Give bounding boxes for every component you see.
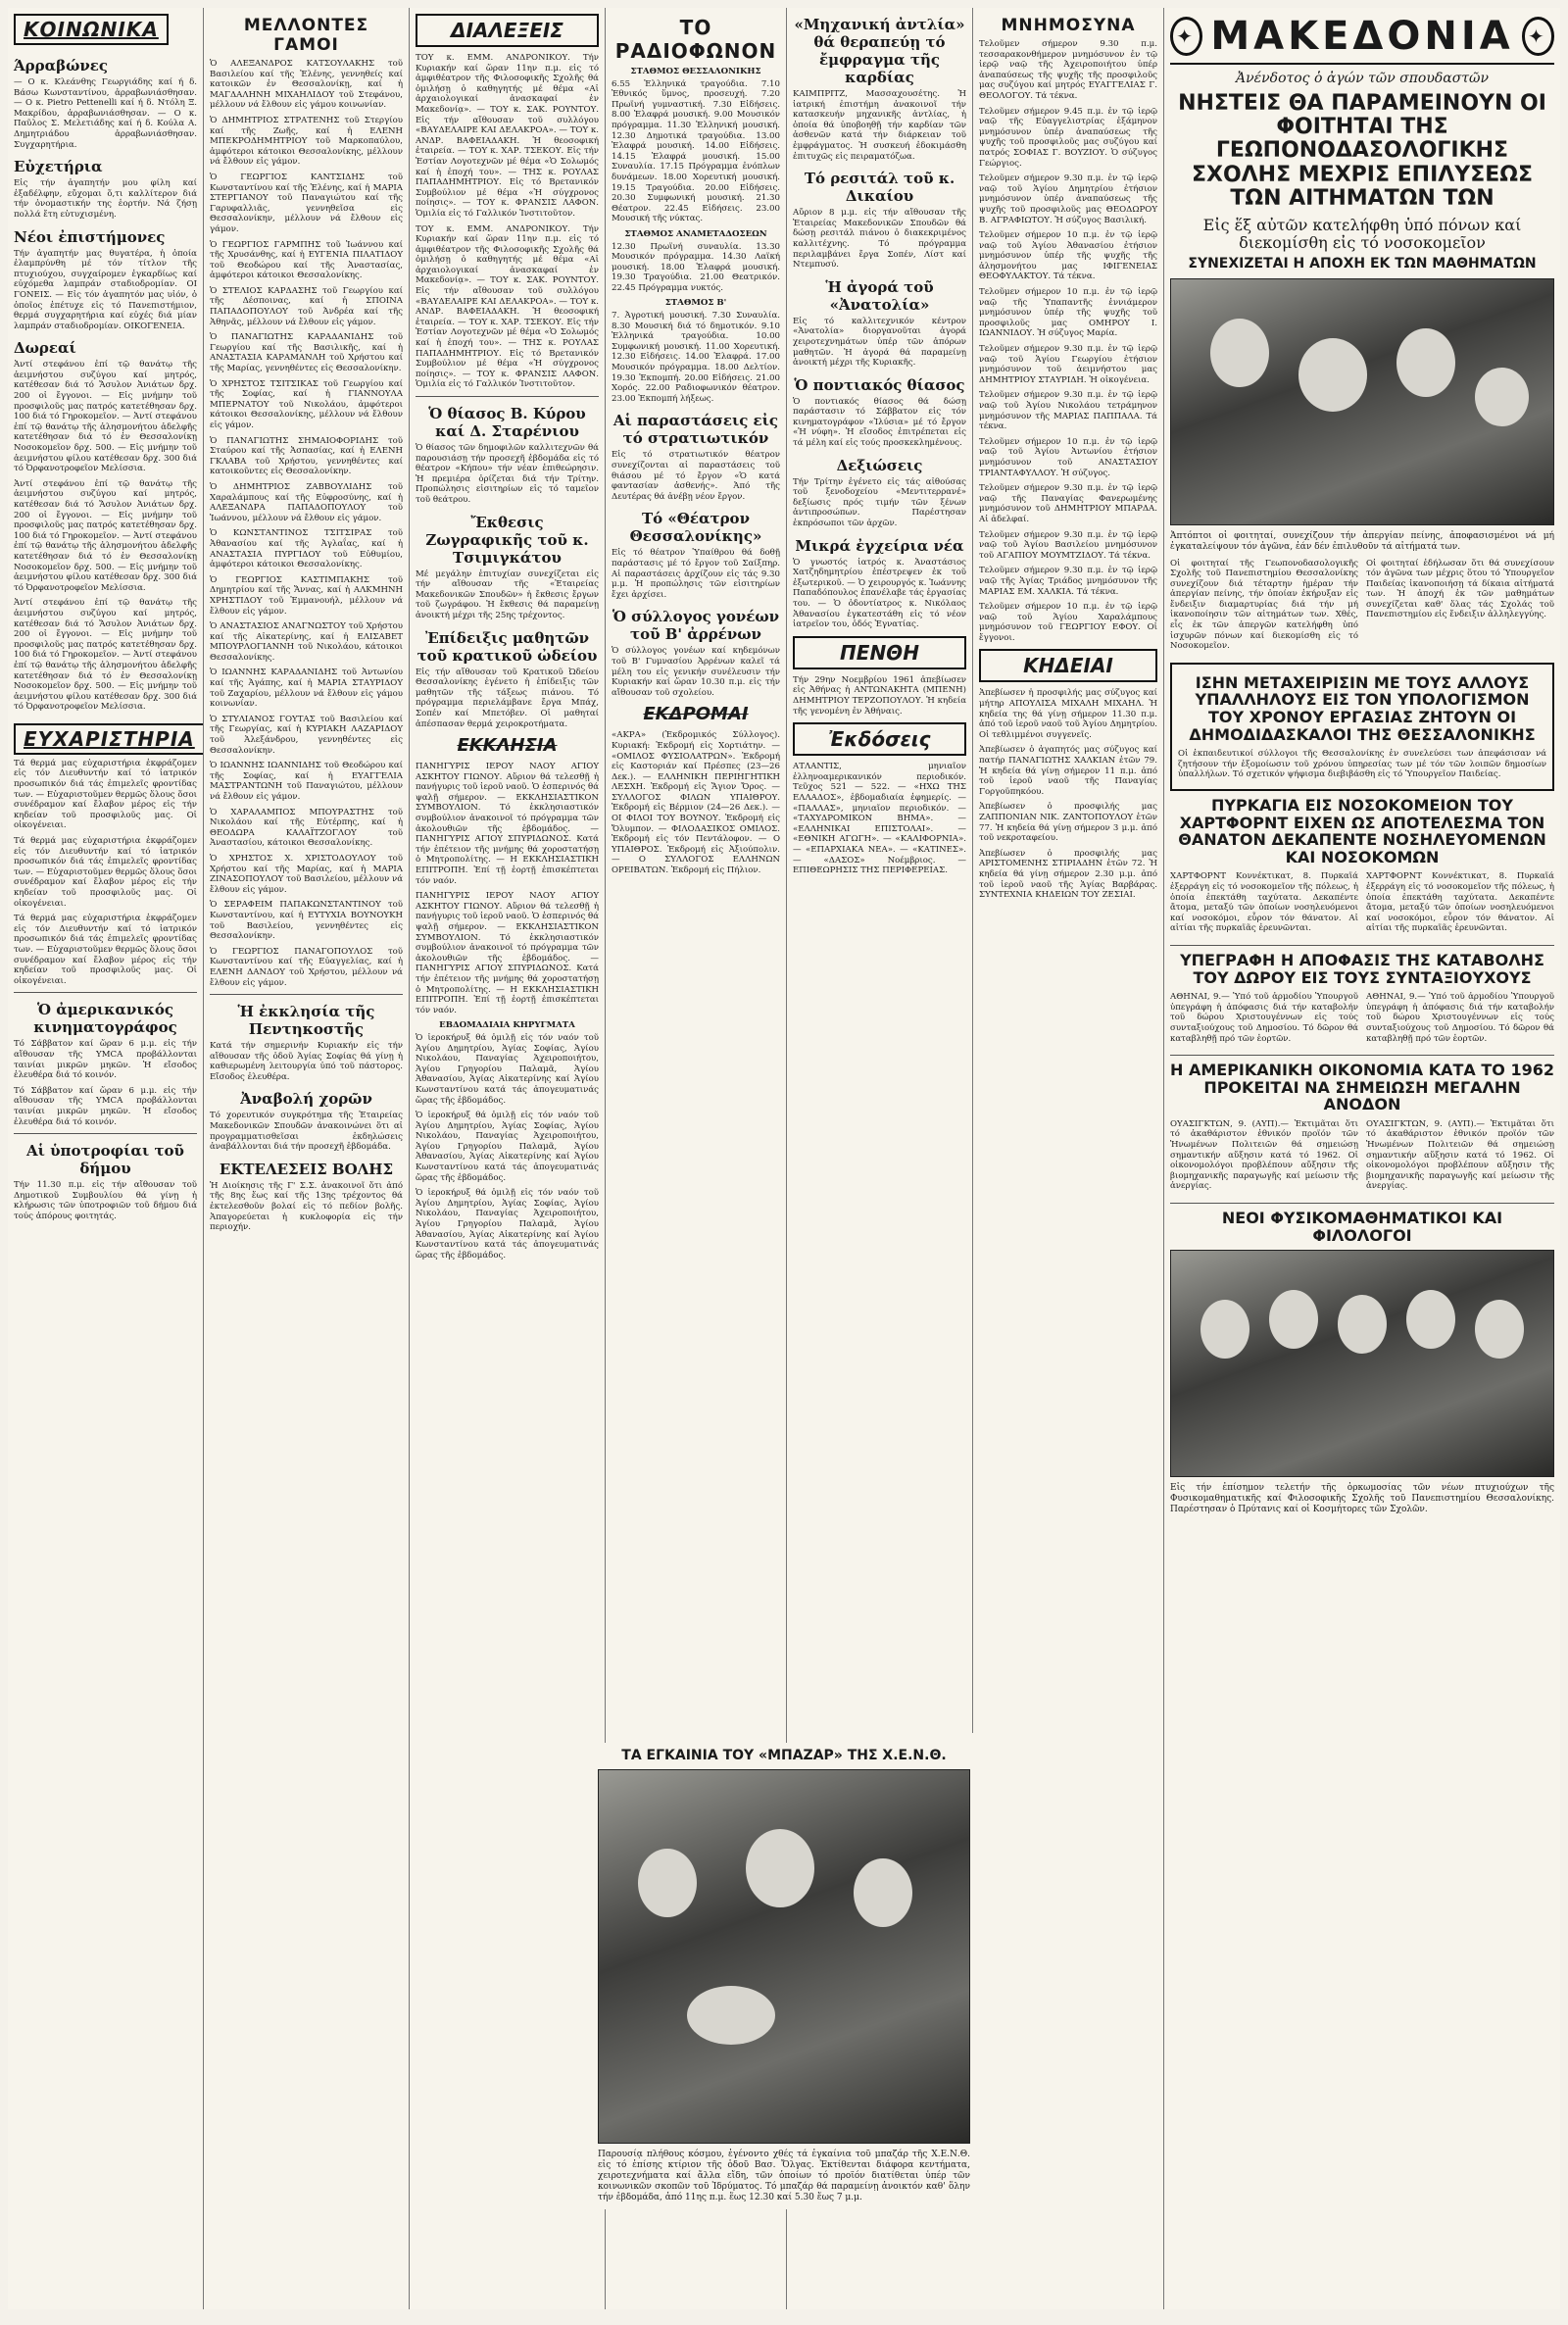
text-ekklisia: Κατά τήν σημερινήν Κυριακήν εἰς τήν αἴθουσαν τῆς ὁδοῦ Ἀγίας Σοφίας θά γίνῃ ἡ καθιερωμένη λειτουργία ὑπό τοῦ πάστορος. Εἴσοδος ἐλευθέρα. <box>210 1041 403 1082</box>
memorial-notice: Τελοῦμεν σήμερον 9.30 π.μ. ἐν τῷ ἱερῷ ναῷ τοῦ Ἁγίου Γεωργίου ἐτήσιον μνημόσυνον τοῦ ἀειμνήστου μας ΔΗΜΗΤΡΙΟΥ ΣΤΑΥΡΙΔΗ. Ἡ οἰκογένεια. <box>979 344 1157 385</box>
text-efxaristiria: Τά θερμά μας εὐχαριστήρια ἐκφράζομεν εἰς τόν Διευθυντήν καί τό ἰατρικόν προσωπικόν διά τάς ἐπιμελεῖς φροντίδας των. — Εὐχαριστοῦμεν θερμῶς ὅλους ὅσοι συνέδραμον καί ἔλαβον μέρος εἰς τήν κηδείαν τοῦ προσφιλοῦς μας. Οἱ οἰκογένειαι. <box>14 758 197 831</box>
gift-text-2: ΑΘΗΝΑΙ, 9.— Ὑπό τοῦ ἁρμοδίου Ὑπουργοῦ ὑπεγράφη ἡ ἀπόφασις διά τήν καταβολήν τοῦ δώρου Χριστουγέννων εἰς τούς συνταξιούχους τοῦ Δημοσίου. Τό δῶρον θά καταβληθῇ πρό τῶν ἑορτῶν. <box>1366 992 1554 1044</box>
heading-stathmos-2: ΣΤΑΘΜΟΣ ΑΝΑΜΕΤΑΔΟΣΕΩΝ <box>624 228 767 239</box>
memorial-notice: Τελοῦμεν σήμερον 10 π.μ. ἐν τῷ ἱερῷ ναῷ τοῦ Ἁγίου Ἀθανασίου ἐτήσιον μνημόσυνον ὑπέρ τῆς ψυχῆς τῆς ἀλησμονήτου μας ΙΦΙΓΕΝΕΙΑΣ ΘΕΟΦΥΛΑΚΤΟΥ. Τά τέκνα. <box>979 230 1157 282</box>
text-ektelesis: Ἡ Διοίκησις τῆς Γ' Σ.Σ. ἀνακοινοῖ ὅτι ἀπό τῆς 8ης ἕως καί τῆς 13ης τρέχοντος θά ἐκτελεσθοῦν βολαί εἰς τό πεδίον βολῆς. Ἀπαγορεύεται ἡ κυκλοφορία εἰς τήν περιοχήν. <box>210 1180 403 1233</box>
heading-dexioseis: Δεξιώσεις <box>836 456 923 474</box>
column-lectures <box>410 8 606 2309</box>
lead-kicker: Ἀνένδοτος ὁ ἀγών τῶν σπουδαστῶν <box>1236 71 1489 86</box>
lead-photo <box>1170 278 1554 525</box>
bazaar-caption: Παρουσίᾳ πλήθους κόσμου, ἐγένοντο χθές τά ἐγκαίνια τοῦ μπαζάρ τῆς Χ.Ε.Ν.Θ. εἰς τό ἐπίσης κτίριον τῆς ὁδοῦ Βασ. Ὄλγας. Ἐκτίθενται διάφορα κεντήματα, χειροτεχνήματα καί ἄλλα εἴδη, τῶν ὁποίων τό προϊόν διατίθεται ὑπέρ τῶν κοινωνικῶν σκοπῶν τοῦ Ἱδρύματος. Τό μπαζάρ θά παραμείνῃ ἀνοικτόν καθ' ὅλην τήν ἑβδομάδα, ἀπό 11ης π.μ. ἕως 12.30 καί 5.30 ἕως 7 μ.μ. <box>598 2150 970 2203</box>
section-title-penthi: ΠΕΝΘΗ <box>793 636 966 669</box>
lead-text-1: Οἱ φοιτηταί τῆς Γεωπονοδασολογικῆς Σχολῆς τοῦ Πανεπιστημίου Θεσσαλονίκης συνεχίζουν διά τέταρτην ἡμέραν τήν ἀπεργίαν πείνης, τήν ὁποίαν ἐκήρυξαν εἰς ἔνδειξιν διαμαρτυρίας διά τήν μή ἱκανοποίησιν τῶν αἰτημάτων των. Χθές, εἷς ἐκ τῶν ἀπεργῶν κατελήφθη ὑπό ἰσχυρῶν πόνων καί διεκομίσθη εἰς τό Νοσοκομεῖον. <box>1170 558 1358 652</box>
wedding-announcement: Ὁ ΑΝΑΣΤΑΣΙΟΣ ΑΝΑΓΝΩΣΤΟΥ τοῦ Χρήστου καί τῆς Αἰκατερίνης, καί ἡ ΕΛΙΣΑΒΕΤ ΜΠΟΥΡΛΟΓΙΑΝΝΗ τοῦ Νικολάου, κάτοικοι Θεσσαλονίκης. <box>210 621 403 663</box>
memorial-notice: Τελοῦμεν σήμερον 9.30 π.μ. ἐν τῷ ἱερῷ ναῷ τῆς Παναγίας Φανερωμένης μνημόσυνον τοῦ ΔΗΜΗΤΡΙΟΥ ΜΠΑΡΔΑ. Αἱ ἀδελφαί. <box>979 483 1157 524</box>
section-title-gamoi: ΜΕΛΛΟΝΤΕΣ ΓΑΜΟΙ <box>243 16 369 55</box>
text-thiasos: Ὁ θίασος τῶν δημοφιλῶν καλλιτεχνῶν θά παρουσιάσῃ τήν προσεχῆ ἑβδομάδα εἰς τό θέατρον «Κήπου» τήν νέαν ἐπιθεώρησιν. Ἡ πρεμιέρα ὁρίζεται διά τήν Τρίτην. Προπώλησις εἰσιτηρίων εἰς τό ταμεῖον τοῦ θεάτρου. <box>416 443 599 505</box>
lead-text-2: Οἱ φοιτηταί ἐδήλωσαν ὅτι θά συνεχίσουν τόν ἀγῶνα των μέχρις ὅτου τό Ὑπουργεῖον Παιδείας ἱκανοποιήσῃ τά δίκαια αἰτήματά των. Ἡ ἀποχή ἐκ τῶν μαθημάτων συνεχίζεται καθ' ὅλας τάς Σχολάς τοῦ Πανεπιστημίου εἰς ἔνδειξιν ἀλληλεγγύης. <box>1366 558 1554 620</box>
masthead-title-row <box>1170 14 1554 59</box>
bazaar-article <box>592 1743 976 2209</box>
text-dexioseis: Τήν Τρίτην ἐγένετο εἰς τάς αἰθούσας τοῦ ξενοδοχείου «Μεντιτερρανέ» δεξίωσις πρός τιμήν τῶν ξένων ἀντιπροσώπων. Παρέστησαν ἐκπρόσωποι τῶν ἀρχῶν. <box>793 476 966 529</box>
text-engxeira: Ὁ γνωστός ἰατρός κ. Ἀναστάσιος Χατζηδημητρίου ἐπέστρεψεν ἐκ τοῦ ἐξωτερικοῦ. — Ὁ χειρουργός κ. Ἰωάννης Παπαδόπουλος ἐπανέλαβε τάς ἐργασίας του. — Ὁ ὀδοντίατρος κ. Νικόλαος Ἀθανασίου ἐγκατεστάθη εἰς τό νέον ἰατρεῖον του, ὁδός Ἐγνατίας. <box>793 557 967 630</box>
column-social <box>8 8 204 2309</box>
memorial-notice: Τελοῦμεν σήμερον 10 π.μ. ἐν τῷ ἱερῷ ναῷ τοῦ Ἁγίου Ἀντωνίου ἐτήσιον μνημόσυνον τοῦ ΑΝΑΣΤΑΣΙΟΥ ΤΡΙΑΝΤΑΦΥΛΛΟΥ. Ἡ σύζυγος. <box>979 436 1157 478</box>
weddings-list <box>210 59 403 988</box>
section-title-ekklisia: ΕΚΚΛΗΣΙΑ <box>457 735 558 757</box>
photo-figure <box>1338 1295 1387 1354</box>
text-dorea-repeat: Ἀντί στεφάνου ἐπί τῷ θανάτῳ τῆς ἀειμνήστου συζύγου καί μητρός, κατέθεσαν διά τό Ἄσυλον Ἀνιάτων δρχ. 200 οἱ ἔγγονοι. — Εἰς μνήμην τοῦ προσφιλοῦς μας πατρός κατετέθησαν δρχ. 100 διά τό Γηροκομεῖον. — Ἀντί στεφάνου ἐπί τῷ θανάτῳ τῆς ἀλησμονήτου ἀδελφῆς κατετέθησαν διά τό ἐν Θεσσαλονίκῃ Νοσοκομεῖον δρχ. 500. — Εἰς μνήμην τοῦ ἀειμνήστου φίλου κατέθεσαν δρχ. 300 διά τό Ὀρφανοτροφεῖον Μελίσσια. <box>14 478 197 593</box>
wedding-announcement: Ὁ ΑΛΕΞΑΝΔΡΟΣ ΚΑΤΣΟΥΛΑΚΗΣ τοῦ Βασιλείου καί τῆς Ἐλένης, γεννηθείς καί κατοικῶν ἐν Θεσσαλονίκῃ, καί ἡ ΜΑΓΔΑΛΗΝΗ ΜΙΧΑΗΛΙΔΟΥ τοῦ Στεφάνου, μέλλουν νά ἔλθουν εἰς γάμου κοινωνίαν. <box>210 59 403 111</box>
fire-body <box>1170 871 1554 939</box>
photo-figure <box>1396 328 1455 397</box>
heading-ektelesis: ΕΚΤΕΛΕΣΕΙΣ ΒΟΛΗΣ <box>219 1160 394 1178</box>
newspaper-page <box>8 8 1560 2309</box>
divider <box>416 396 599 397</box>
text-arravones: — Ο κ. Κλεάνθης Γεωργιάδης καί ή δ. Βάσω Κωνσταντίνου, ἀρραβωνιάσθησαν. — Ο κ. Pietro Pettenelli καί ή δ. Ντόλη Ξ. Μακρίδου, ἀρραβωνιάσθησαν. — Ο κ. Παῦλος Σ. Μελετιάδης καί ή δ. Κούλα Α. Δημητριάδου ἀρραβωνιάσθησαν. Συγχαρητήρια. <box>14 77 197 150</box>
text-resital: Αὔριον 8 μ.μ. εἰς τήν αἴθουσαν τῆς Ἑταιρείας Μακεδονικῶν Σπουδῶν θά δώσῃ ρεσιτάλ πιάνου ὁ διακεκριμένος καλλιτέχνης. Τό πρόγραμμα περιλαμβάνει ἔργα Σοπέν, Λίστ καί Ντεμπυσύ. <box>793 208 966 271</box>
text-dialexeis-2: ΤΟΥ κ. ΕΜΜ. ΑΝΔΡΟΝΙΚΟΥ. Τήν Κυριακήν καί ὥραν 11ην π.μ. εἰς τό ἀμφιθέατρον τῆς Φιλοσοφικῆς Σχολῆς θά ὁμιλήσῃ ὁ καθηγητής μέ θέμα «Αἱ ἀρχαιολογικαί ἀνασκαφαί ἐν Μακεδονίᾳ». — ΤΟΥ κ. ΣΑΚ. ΡΟΥΝΤΟΥ. Εἰς τήν αἴθουσαν τοῦ συλλόγου «ΒΑΥΔΕΛΑΙΡΕ ΚΑΙ ΔΕΛΑΚΡΟΑ». — ΤΟΥ κ. ΑΝΔΡ. ΒΑΦΕΙΑΔΑΚΗ. Ἡ θεοσοφική ἐταιρεία. — ΤΟΥ κ. ΧΑΡ. ΤΣΕΚΟΥ. Εἰς τήν Ἑστίαν Λογοτεχνῶν μέ θέμα «Ὁ Σολωμός καί ἡ ἐποχή του». — ΤΗΣ κ. ΡΟΥΛΑΣ ΠΑΠΑΔΗΜΗΤΡΙΟΥ. Εἰς τό Βρετανικόν Συμβούλιον μέ θέμα «Ἡ σύγχρονος ποίησις». — ΤΟΥ κ. ΦΡΑΝΣΙΣ ΛΑΦΟΝ. Ὁμιλία εἰς τό Γαλλικόν Ἰνστιτοῦτον. <box>416 223 599 390</box>
text-kirygmata: Ὁ ἱεροκήρυξ θά ὁμιλῇ εἰς τόν ναόν τοῦ Ἁγίου Δημητρίου, Ἁγίας Σοφίας, Ἁγίου Νικολάου, Παναγίας Ἀχειροποιήτου, Ἁγίου Γρηγορίου Παλαμᾶ, Ἁγίου Ἀθανασίου, Ἁγίας Αἰκατερίνης καί Ἁγίου Κωνσταντίνου κατά τάς ἀπογευματινάς ὥρας τῆς ἑβδομάδος. <box>416 1032 599 1106</box>
emblem-icon: ✦ <box>1522 17 1554 56</box>
heading-anavoli: Ἀναβολή χορῶν <box>240 1090 372 1109</box>
text-parastaseis: Εἰς τό στρατιωτικόν θέατρον συνεχίζονται αἱ παραστάσεις τοῦ θιάσου μέ τό ἔργον «Ὁ κατά φαντασίαν ἀσθενής». Ἀπό τῆς Δευτέρας θά ἀνέβῃ νέον ἔργον. <box>612 450 780 502</box>
text-neoi: Τήν ἀγαπητήν μας θυγατέρα, ἡ ὁποία ἐλαμπρύνθη μέ τόν τίτλον τῆς πτυχιούχου, συγχαίρομεν ἐγκαρδίως καί εὐχόμεθα λαμπράν σταδιοδρομίαν. ΟΙ ΓΟΝΕΙΣ. — Εἰς τόν ἀγαπητόν μας υἱόν, ὁ ὁποῖος ἐπέτυχε εἰς τό Πανεπιστήμιον, θερμά συγχαρητήρια καί εὐχές διά μίαν λαμπράν σταδιοδρομίαν. ΟΙΚΟΓΕΝΕΙΑ. <box>14 248 197 331</box>
funerals-list <box>979 688 1157 900</box>
memorial-notice: Τελοῦμεν σήμερον 9.45 π.μ. ἐν τῷ ἱερῷ ναῷ τῆς Εὐαγγελιστρίας ἐξάμηνον μνημόσυνον ὑπέρ ἀναπαύσεως τῆς ψυχῆς τοῦ προσφιλοῦς μας συζύγου καί πατρός ΣΟΦΙΑΣ Γ. ΒΟΥΖΙΟΥ. Ὁ σύζυγος Γεώργιος. <box>979 106 1157 169</box>
photo-figure <box>1298 338 1367 412</box>
wedding-announcement: Ὁ ΓΕΩΡΓΙΟΣ ΚΑΣΤΙΜΠΑΚΗΣ τοῦ Δημητρίου καί τῆς Ἄννας, καί ἡ ΑΛΚΜΗΝΗ ΧΡΗΣΤΙΔΟΥ τοῦ Ἐμμανουήλ, μέλλουν νά ἔλθουν εἰς γάμον. <box>210 574 403 617</box>
photo-figure <box>638 1849 697 1917</box>
memorial-notice: Τελοῦμεν σήμερον 9.30 π.μ. ἐν τῷ ἱερῷ ναῷ τοῦ Ἁγίου Δημητρίου ἐτήσιον μνημόσυνον ὑπέρ ἀναπαύσεως τῆς ψυχῆς τοῦ προσφιλοῦς μας ΘΕΟΔΩΡΟΥ Β. ΑΓΡΑΦΙΩΤΟΥ. Ἡ σύζυγος Βασιλική. <box>979 173 1157 225</box>
photo-figure <box>746 1829 814 1907</box>
text-antlia: ΚΑΙΜΠΡΙΤΖ, Μασσαχουσέτης. Ἡ ἰατρική ἐπιστήμη ἀνακοινοῖ τήν κατασκευήν μηχανικῆς ἀντλίας, ἡ ὁποία θά ὑποβοηθῇ τήν καρδίαν τῶν ἀσθενῶν κατά τήν διάρκειαν τοῦ ἐμφράγματος. Ἡ συσκευή ἐδοκιμάσθη ἐπιτυχῶς εἰς πειραματόζωα. <box>793 89 966 162</box>
text-efxaristiria-2: Τά θερμά μας εὐχαριστήρια ἐκφράζομεν εἰς τόν Διευθυντήν καί τό ἰατρικόν προσωπικόν διά τάς ἐπιμελεῖς φροντίδας των. — Εὐχαριστοῦμεν θερμῶς ὅλους ὅσοι συνέδραμον καί ἔλαβον μέρος εἰς τήν κηδείαν τοῦ προσφιλοῦς μας. Οἱ οἰκογένειαι. <box>14 836 197 909</box>
lead-caption: Ἀπτόπτοι οἱ φοιτηταί, συνεχίζουν τήν ἀπεργίαν πείνης, ἀποφασισμένοι νά μή ἐγκαταλείψουν τόν ἀγῶνα, ἐάν δέν ἐπιλυθοῦν τά αἰτήματά των. <box>1170 530 1554 552</box>
lead-headline: ΝΗΣΤΕΙΣ ΘΑ ΠΑΡΑΜΕΙΝΟΥΝ ΟΙ ΦΟΙΤΗΤΑΙ ΤΗΣ ΓΕΩΠΟΝΟΔΑΣΟΛΟΓΙΚΗΣ ΣΧΟΛΗΣ ΜΕΧΡΙΣ ΕΠΙΛΥΣΕΩΣ ΤΩΝ ΑΙΤΗΜΑΤΩΝ ΤΩΝ <box>1178 91 1546 211</box>
memorial-notice: Τελοῦμεν σήμερον 10 π.μ. ἐν τῷ ἱερῷ ναῷ τοῦ Ἁγίου Χαραλάμπους μνημόσυνον τοῦ ΓΕΩΡΓΙΟΥ ΕΦΟΥ. Οἱ ἔγγονοι. <box>979 602 1157 643</box>
text-theatro: Εἰς τό θέατρον Ὑπαίθρου θά δοθῇ παράστασις μέ τό ἔργον τοῦ Σαίξπηρ. Αἱ παραστάσεις ἀρχίζουν εἰς τάς 9.30 μ.μ. Ἡ προπώλησις τῶν εἰσιτηρίων ἔχει ἀρχίσει. <box>612 548 780 600</box>
wedding-announcement: Ὁ ΙΩΑΝΝΗΣ ΙΩΑΝΝΙΔΗΣ τοῦ Θεοδώρου καί τῆς Σοφίας, καί ἡ ΕΥΑΓΓΕΛΙΑ ΜΑΣΤΡΑΝΤΩΝΗ τοῦ Παναγιώτου, μέλλουν νά ἔλθουν εἰς γάμον. <box>210 761 403 802</box>
lead-subheadline: Εἰς ἕξ αὐτῶν κατελήφθη ὑπό πόνων καί διεκομίσθη εἰς τό νοσοκομεῖον <box>1202 215 1522 252</box>
text-dorea-repeat-2: Ἀντί στεφάνου ἐπί τῷ θανάτῳ τῆς ἀειμνήστου συζύγου καί μητρός, κατέθεσαν διά τό Ἄσυλον Ἀνιάτων δρχ. 200 οἱ ἔγγονοι. — Εἰς μνήμην τοῦ προσφιλοῦς μας πατρός κατετέθησαν δρχ. 100 διά τό Γηροκομεῖον. — Ἀντί στεφάνου ἐπί τῷ θανάτῳ τῆς ἀλησμονήτου ἀδελφῆς κατετέθησαν διά τό ἐν Θεσσαλονίκῃ Νοσοκομεῖον δρχ. 500. — Εἰς μνήμην τοῦ ἀειμνήστου φίλου κατέθεσαν δρχ. 300 διά τό Ὀρφανοτροφεῖον Μελίσσια. <box>14 598 197 713</box>
text-anavoli: Τό χορευτικόν συγκρότημα τῆς Ἑταιρείας Μακεδονικῶν Σπουδῶν ἀνακοινώνει ὅτι αἱ προγραμματισθεῖσαι ἐκδηλώσεις ἀναβάλλονται διά τήν προσεχῆ ἑβδομάδα. <box>210 1111 403 1153</box>
text-stathmos-3: 7. Ἀγροτική μουσική. 7.30 Συναυλία. 8.30 Μουσική διά τό δημοτικόν. 9.10 Ἑλληνικά τραγούδια. 10.00 Συμφωνική μουσική. 11.00 Χορευτική. 12.30 Εἰδήσεις. 14.00 Ἐλαφρά. 17.00 Μουσικόν πρόγραμμα. 18.00 Δελτίον. 19.30 Ἐκπομπή. 20.00 Εἰδήσεις. 21.00 Χορός. 22.00 Ραδιοφωνικόν θέατρον. 23.00 Ἐκπομπή λήξεως. <box>612 311 780 404</box>
section-title-ekdromai: ΕΚΔΡΟΜΑΙ <box>643 704 749 725</box>
text-efxetiria: Εἰς τήν ἀγαπητήν μου φίλη καί ἐξαδέλφην, εὔχομαι ὅ,τι καλλίτερον διά τήν ὀνομαστικήν της ἑορτήν. Νά ζήσῃ πολλά ἔτη εὐτυχισμένη. <box>14 178 197 220</box>
divider <box>1170 1055 1554 1056</box>
text-epideixis: Εἰς τήν αἴθουσαν τοῦ Κρατικοῦ Ὠδείου Θεσσαλονίκης ἐγένετο ἡ ἐπίδειξις τῶν μαθητῶν τῆς τάξεως πιάνου. Τό πρόγραμμα περιελάμβανε ἔργα Μπάχ, Σοπέν καί Μπετόβεν. Οἱ μαθηταί ἀπέσπασαν θερμά χειροκροτήματα. <box>416 667 599 729</box>
text-ekklisia: ΠΑΝΗΓΥΡΙΣ ΙΕΡΟΥ ΝΑΟΥ ΑΓΙΟΥ ΑΣΚΗΤΟΥ ΓΙΩΝΟΥ. Αὔριον θά τελεσθῇ ἡ πανήγυρις τοῦ ἱεροῦ ναοῦ. Ὁ ἑσπερινός θά ψαλῇ σήμερον. — ΕΚΚΛΗΣΙΑΣΤΙΚΟΝ ΣΥΜΒΟΥΛΙΟΝ. Τό ἐκκλησιαστικόν συμβούλιον ἀνακοινοῖ τό πρόγραμμα τῶν ἀκολουθιῶν τῆς ἑβδομάδος. — ΠΑΝΗΓΥΡΙΣ ΑΓΙΟΥ ΣΠΥΡΙΔΩΝΟΣ. Κατά τήν ἐπέτειον τῆς μνήμης θά χοροστατήσῃ ὁ Μητροπολίτης. — Η ΕΚΚΛΗΣΙΑΣΤΙΚΗ ΕΠΙΤΡΟΠΗ. Ἐπί τῇ ἑορτῇ ἐπισκέπτεται τόν ναόν. <box>416 762 599 886</box>
photo-figure <box>1406 1290 1455 1349</box>
heading-ekthesis: Ἔκθεσις Ζωγραφικῆς τοῦ κ. Τσιμιγκάτου <box>425 513 589 567</box>
text-ypotrofiai: Τήν 11.30 π.μ. εἰς τήν αἴθουσαν τοῦ Δημοτικοῦ Συμβουλίου θά γίνῃ ἡ κλήρωσις τῶν ὑποτροφιῶν τοῦ δήμου διά τούς ἀπόρους φοιτητάς. <box>14 1180 197 1221</box>
text-ekklisia-2: ΠΑΝΗΓΥΡΙΣ ΙΕΡΟΥ ΝΑΟΥ ΑΓΙΟΥ ΑΣΚΗΤΟΥ ΓΙΩΝΟΥ. Αὔριον θά τελεσθῇ ἡ πανήγυρις τοῦ ἱεροῦ ναοῦ. Ὁ ἑσπερινός θά ψαλῇ σήμερον. — ΕΚΚΛΗΣΙΑΣΤΙΚΟΝ ΣΥΜΒΟΥΛΙΟΝ. Τό ἐκκλησιαστικόν συμβούλιον ἀνακοινοῖ τό πρόγραμμα τῶν ἀκολουθιῶν τῆς ἑβδομάδος. — ΠΑΝΗΓΥΡΙΣ ΑΓΙΟΥ ΣΠΥΡΙΔΩΝΟΣ. Κατά τήν ἐπέτειον τῆς μνήμης θά χοροστατήσῃ ὁ Μητροπολίτης. — Η ΕΚΚΛΗΣΙΑΣΤΙΚΗ ΕΠΙΤΡΟΠΗ. Ἐπί τῇ ἑορτῇ ἐπισκέπτεται τόν ναόν. <box>416 891 599 1015</box>
graduates-caption: Εἰς τήν ἐπίσημον τελετήν τῆς ὁρκωμοσίας τῶν νέων πτυχιούχων τῆς Φυσικομαθηματικῆς καί Φιλοσοφικῆς Σχολῆς τοῦ Πανεπιστημίου Θεσσαλονίκης. Παρέστησαν ὁ Πρύτανις καί οἱ Κοσμήτορες τῶν Σχολῶν. <box>1170 1483 1554 1515</box>
heading-thiasos: Ὁ θίασος Β. Κύρου καί Δ. Σταρένιου <box>428 405 586 440</box>
front-column <box>1164 8 1560 2309</box>
text-ekdromai: «ΑΚΡΑ» (Ἐκδρομικός Σύλλογος). Κυριακή: Ἐκδρομή εἰς Χορτιάτην. — «ΟΜΙΛΟΣ ΦΥΣΙΟΛΑΤΡΩΝ». Ἐκδρομή εἰς Καστοριάν καί Πρέσπες (23—26 Δεκ.). — ΕΛΛΗΝΙΚΗ ΠΕΡΙΗΓΗΤΙΚΗ ΛΕΣΧΗ. Ἐκδρομή εἰς Ἅγιον Ὄρος. — ΣΥΛΛΟΓΟΣ ΦΙΛΩΝ ΥΠΑΙΘΡΟΥ. Ἐκδρομή εἰς Βέρμιον (24—26 Δεκ.). — ΟΙ ΦΙΛΟΙ ΤΟΥ ΒΟΥΝΟΥ. Ἐκδρομή εἰς Ὄλυμπον. — ΦΙΛΟΔΑΣΙΚΟΣ ΟΜΙΛΟΣ. Ἐκδρομή εἰς τόν Πεντάλοφον. — Ο ΥΠΑΙΘΡΟΣ. Ἐκδρομή εἰς Ἀξιούπολιν. — Ο ΣΥΛΛΟΓΟΣ ΕΛΛΗΝΩΝ ΟΡΕΙΒΑΤΩΝ. Ἐκδρομή εἰς Πήλιον. <box>612 730 780 876</box>
economy-text: ΟΥΑΣΙΓΚΤΩΝ, 9. (ΑΥΠ).— Ἐκτιμᾶται ὅτι τό ἀκαθάριστον ἐθνικόν προϊόν τῶν Ἡνωμένων Πολιτειῶν θά σημειώσῃ σημαντικήν αὔξησιν κατά τό 1962. Οἱ οἰκονομολόγοι προβλέπουν αὔξησιν τῆς βιομηχανικῆς παραγωγῆς καί μείωσιν τῆς ἀνεργίας. <box>1170 1118 1358 1192</box>
section-title-kideiai: ΚΗΔΕΙΑΙ <box>979 649 1157 682</box>
graduates-headline: ΝΕΟΙ ΦΥΣΙΚΟΜΑΘΗΜΑΤΙΚΟΙ ΚΑΙ ΦΙΛΟΛΟΓΟΙ <box>1221 1209 1503 1245</box>
heading-epideixis: Ἐπίδειξις μαθητῶν τοῦ κρατικοῦ ὠδείου <box>416 628 598 665</box>
divider <box>1170 945 1554 946</box>
heading-pontikos: Ὁ ποντιακός θίασος <box>794 375 965 394</box>
wedding-announcement: Ὁ ΧΡΗΣΤΟΣ ΤΣΙΤΣΙΚΑΣ τοῦ Γεωργίου καί τῆς Σοφίας, καί ἡ ΓΙΑΝΝΟΥΛΑ ΜΠΕΡΝΑΤΟΥ τοῦ Νικολάου, ἀμφότεροι κάτοικοι Θεσσαλονίκης, μέλλουν νά ἔλθουν εἰς γάμον. <box>210 378 403 430</box>
photo-figure <box>1475 1300 1524 1359</box>
heading-efxetiria: Εὐχετήρια <box>14 158 103 176</box>
heading-stathmos-3: ΣΤΑΘΜΟΣ Β' <box>664 298 727 309</box>
fire-text: ΧΑΡΤΦΟΡΝΤ Κοννέκτικατ, 8. Πυρκαϊά ἐξερράγη εἰς τό νοσοκομεῖον τῆς πόλεως, ἡ ὁποία ἐπεκτάθη ταχύτατα. Δεκαπέντε ἄτομα, μεταξύ τῶν ὁποίων νοσηλευόμενοι καί νοσοκόμοι, εὗρον τόν θάνατον. Αἱ αἰτίαι τῆς πυρκαϊᾶς ἐρευνῶνται. <box>1170 871 1358 934</box>
divider <box>14 1133 197 1134</box>
text-penthi: Τήν 29ην Νοεμβρίου 1961 ἀπεβίωσεν εἰς Ἀθήνας ἡ ΑΝΤΩΝΑΚΗΤΑ (ΜΠΕΝΗ) ΔΗΜΗΤΡΙΟΥ ΤΕΡΖΟΠΟΥΛΟΥ. Ἡ κηδεία τῆς γενομένη ἐν Ἀθήναις. <box>793 674 966 717</box>
text-kirygmata-3: Ὁ ἱεροκήρυξ θά ὁμιλῇ εἰς τόν ναόν τοῦ Ἁγίου Δημητρίου, Ἁγίας Σοφίας, Ἁγίου Νικολάου, Παναγίας Ἀχειροποιήτου, Ἁγίου Γρηγορίου Παλαμᾶ, Ἁγίου Ἀθανασίου, Ἁγίας Αἰκατερίνης καί Ἁγίου Κωνσταντίνου κατά τάς ἀπογευματινάς ὥρας τῆς ἑβδομάδος. <box>416 1188 599 1261</box>
bazaar-photo <box>598 1769 970 2144</box>
wedding-announcement: Ὁ ΠΑΝΑΓΙΩΤΗΣ ΣΗΜΑΙΟΦΟΡΙΔΗΣ τοῦ Σταύρου καί τῆς Ἀσπασίας, καί ἡ ΕΛΕΝΗ ΓΚΛΑΒΑ τοῦ Χρήστου, γεννηθέντες καί κατοικοῦντες εἰς Θεσσαλονίκην. <box>210 435 403 477</box>
text-dialexeis: ΤΟΥ κ. ΕΜΜ. ΑΝΔΡΟΝΙΚΟΥ. Τήν Κυριακήν καί ὥραν 11ην π.μ. εἰς τό ἀμφιθέατρον τῆς Φιλοσοφικῆς Σχολῆς θά ὁμιλήσῃ ὁ καθηγητής μέ θέμα «Αἱ ἀρχαιολογικαί ἀνασκαφαί ἐν Μακεδονίᾳ». — ΤΟΥ κ. ΣΑΚ. ΡΟΥΝΤΟΥ. Εἰς τήν αἴθουσαν τοῦ συλλόγου «ΒΑΥΔΕΛΑΙΡΕ ΚΑΙ ΔΕΛΑΚΡΟΑ». — ΤΟΥ κ. ΑΝΔΡ. ΒΑΦΕΙΑΔΑΚΗ. Ἡ θεοσοφική ἐταιρεία. — ΤΟΥ κ. ΧΑΡ. ΤΣΕΚΟΥ. Εἰς τήν Ἑστίαν Λογοτεχνῶν μέ θέμα «Ὁ Σολωμός καί ἡ ἐποχή του». — ΤΗΣ κ. ΡΟΥΛΑΣ ΠΑΠΑΔΗΜΗΤΡΙΟΥ. Εἰς τό Βρετανικόν Συμβούλιον μέ θέμα «Ἡ σύγχρονος ποίησις». — ΤΟΥ κ. ΦΡΑΝΣΙΣ ΛΑΦΟΝ. Ὁμιλία εἰς τό Γαλλικόν Ἰνστιτοῦτον. <box>416 53 599 219</box>
text-agora: Εἰς τό καλλιτεχνικόν κέντρον «Ἀνατολία» διοργανοῦται ἀγορά χειροτεχνημάτων ὑπέρ τῶν ἀπόρων μαθητῶν. Ἡ ἀγορά θά παραμείνῃ ἀνοικτή μέχρι τῆς Κυριακῆς. <box>793 316 966 369</box>
memorials-list <box>979 39 1157 643</box>
wedding-announcement: Ὁ ΧΑΡΑΛΑΜΠΟΣ ΜΠΟΥΡΑΣΤΗΣ τοῦ Νικολάου καί τῆς Εὐτέρπης, καί ἡ ΘΕΟΔΩΡΑ ΚΑΛΑΪΤΖΟΓΛΟΥ τοῦ Ἀναστασίου, κάτοικοι Θεσσαλονίκης. <box>210 807 403 849</box>
memorial-notice: Τελοῦμεν σήμερον 10 π.μ. ἐν τῷ ἱερῷ ναῷ τῆς Ὑπαπαντῆς ἐννιάμερον μνημόσυνον ὑπέρ τῆς ψυχῆς τοῦ προσφιλοῦς μας ΟΜΗΡΟΥ Ι. ΙΩΑΝΝΙΔΟΥ. Ἡ σύζυγος Μαρία. <box>979 287 1157 339</box>
teachers-text: Οἱ ἐκπαιδευτικοί σύλλογοι τῆς Θεσσαλονίκης ἐν συνελεύσει των ἀπεφάσισαν νά ζητήσουν τήν ἐξομοίωσιν τοῦ χρόνου ὑπηρεσίας των μέ τόν τῶν λοιπῶν δημοσίων ὑπαλλήλων. Τό σχετικόν ψήφισμα διεβιβάσθη εἰς τό Ὑπουργεῖον Παιδείας. <box>1178 749 1546 780</box>
divider <box>210 994 403 995</box>
heading-dorea: Δωρεαί <box>14 339 76 358</box>
wedding-announcement: Ὁ ΔΗΜΗΤΡΙΟΣ ΣΤΡΑΤΕΝΗΣ τοῦ Στεργίου καί τῆς Ζωῆς, καί ἡ ΕΛΕΝΗ ΜΠΕΚΡΟΔΗΜΗΤΡΙΟΥ τοῦ Μαρκοπαύλου, ἀμφότεροι κάτοικοι Θεσσαλονίκης, μέλλουν νά ἔλθουν εἰς γάμον. <box>210 115 403 168</box>
heading-syllogos: Ὁ σύλλογος γονέων τοῦ Β' ἀρρένων <box>612 608 780 644</box>
text-stathmos-1: 6.55 Ἑλληνικά τραγούδια. 7.10 Ἐθνικός ὕμνος, προσευχή. 7.20 Πρωϊνή γυμναστική. 7.30 Εἰδήσεις. 8.00 Ἑλαφρά μουσική. 9.00 Μουσικόν πρόγραμμα. 11.30 Ἐλληνική μουσική. 12.30 Δημοτικά τραγούδια. 13.00 Ἐλαφρά μουσική. 14.00 Εἰδήσεις. 14.15 Ἐλαφρά μουσική. 15.00 Συναυλία. 17.15 Πρόγραμμα ἐνόπλων δυνάμεων. 18.00 Χορευτική μουσική. 19.15 Τραγούδια. 20.00 Εἰδήσεις. 20.30 Συμφωνική μουσική. 21.30 Θέατρον. 22.45 Εἰδήσεις. 23.00 Μουσική τῆς νύκτας. <box>612 78 780 224</box>
text-kirygmata-2: Ὁ ἱεροκήρυξ θά ὁμιλῇ εἰς τόν ναόν τοῦ Ἁγίου Δημητρίου, Ἁγίας Σοφίας, Ἁγίου Νικολάου, Παναγίας Ἀχειροποιήτου, Ἁγίου Γρηγορίου Παλαμᾶ, Ἁγίου Ἀθανασίου, Ἁγίας Αἰκατερίνης καί Ἁγίου Κωνσταντίνου κατά τάς ἀπογευματινάς ὥρας τῆς ἑβδομάδος. <box>416 1111 599 1183</box>
funeral-notice: Ἀπεβίωσεν ὁ προσφιλής μας ΑΡΙΣΤΟΜΕΝΗΣ ΣΤΙΡΙΑΔΗΝ ἐτῶν 72. Ἡ κηδεία θά γίνῃ σήμερον 2.30 μ.μ. ἀπό τοῦ ἱεροῦ ναοῦ τῆς Ἁγίας Βαρβάρας. ΣΥΝΤΕΧΝΙΑ ΚΗΔΕΙΩΝ ΤΟΥ ΖΕΣΙΑΙ. <box>979 848 1157 901</box>
gift-text: ΑΘΗΝΑΙ, 9.— Ὑπό τοῦ ἁρμοδίου Ὑπουργοῦ ὑπεγράφη ἡ ἀπόφασις διά τήν καταβολήν τοῦ δώρου Χριστουγέννων εἰς τούς συνταξιούχους τοῦ Δημοσίου. Τό δῶρον θά καταβληθῇ πρό τῶν ἑορτῶν. <box>1170 992 1358 1044</box>
heading-arravones: Άρραβώνες <box>14 57 109 74</box>
divider <box>1170 1203 1554 1204</box>
heading-kirygmata: ΕΒΔΟΜΑΔΙΑΙΑ ΚΗΡΥΓΜΑΤΑ <box>439 1020 575 1031</box>
memorial-notice: Τελοῦμεν σήμερον 9.30 π.μ. ἐν τῷ ἱερῷ ναῷ τῆς Ἁγίας Τριάδος μνημόσυνον τῆς ΜΑΡΙΑΣ ΕΜ. ΧΑΛΚΙΑ. Τά τέκνα. <box>979 566 1157 597</box>
section-title-radio: ΤΟ ΡΑΔΙΟΦΩΝΟΝ <box>614 16 777 63</box>
heading-ekklisia: Ἡ ἐκκλησία τῆς Πεντηκοστῆς <box>237 1003 375 1039</box>
wedding-announcement: Ὁ ΔΗΜΗΤΡΙΟΣ ΖΑΒΒΟΥΛΙΔΗΣ τοῦ Χαραλάμπους καί τῆς Εὐφροσύνης, καί ἡ ΑΛΕΞΑΝΔΡΑ ΠΑΠΑΔΟΠΟΥΛΟΥ τοῦ Ἰωάννου, μέλλουν νά ἔλθουν εἰς γάμον. <box>210 481 403 523</box>
text-pontikos: Ὁ ποντιακός θίασος θά δώσῃ παράστασιν τό Σάββατον εἰς τόν κινηματογράφον «Ἰλύσια» μέ τό ἔργον «Ἡ νύφη». Ἡ εἴσοδος ἐπιτρέπεται εἰς τά μέλη καί εἰς τούς προσκεκλημένους. <box>793 396 966 449</box>
section-title-efxaristiria: ΕΥΧΑΡΙΣΤΗΡΙΑ <box>14 723 204 755</box>
text-efxaristiria-3: Τά θερμά μας εὐχαριστήρια ἐκφράζομεν εἰς τόν Διευθυντήν καί τό ἰατρικόν προσωπικόν διά τάς ἐπιμελεῖς φροντίδας των. — Εὐχαριστοῦμεν θερμῶς ὅλους ὅσοι συνέδραμον καί ἔλαβον μέρος εἰς τήν κηδείαν τοῦ προσφιλοῦς μας. Οἱ οἰκογένειαι. <box>14 914 197 986</box>
funeral-notice: Ἀπεβίωσεν ὁ ἀγαπητός μας σύζυγος καί πατήρ ΠΑΝΑΓΙΩΤΗΣ ΧΑΛΚΙΑΝ ἐτῶν 79. Ἡ κηδεία θά γίνῃ σήμερον 11 π.μ. ἀπό τοῦ ἱεροῦ ναοῦ τῆς Παναγίας Γοργοϋπηκόου. <box>979 745 1157 797</box>
fire-headline: ΠΥΡΚΑΓΙΑ ΕΙΣ ΝΟΣΟΚΟΜΕΙΟΝ ΤΟΥ ΧΑΡΤΦΟΡΝΤ ΕΙΧΕΝ ΩΣ ΑΠΟΤΕΛΕΣΜΑ ΤΟΝ ΘΑΝΑΤΟΝ ΔΕΚΑΠΕΝΤΕ ΝΟΣΗΛΕΥΟΜΕΝΩΝ ΚΑΙ ΝΟΣΟΚΟΜΩΝ <box>1178 796 1546 866</box>
heading-antlia: «Μηχανική ἀντλία» θά θεραπεύῃ τό ἔμφραγμα τῆς καρδίας <box>794 16 965 86</box>
photo-figure <box>687 1986 775 2045</box>
heading-stathmos-1: ΣΤΑΘΜΟΣ ΘΕΣΣΑΛΟΝΙΚΗΣ <box>630 67 761 76</box>
divider <box>14 992 197 993</box>
photo-figure <box>1475 368 1529 426</box>
wedding-announcement: Ὁ ΓΕΩΡΓΙΟΣ ΠΑΝΑΓΟΠΟΥΛΟΣ τοῦ Κωνσταντίνου καί τῆς Εὐαγγελίας, καί ἡ ΕΛΕΝΗ ΔΑΝΔΟΥ τοῦ Χρήστου, μέλλουν νά ἔλθουν εἰς γάμον. <box>210 946 403 988</box>
lead-subheadline-2: ΣΥΝΕΧΙΖΕΤΑΙ Η ΑΠΟΧΗ ΕΚ ΤΩΝ ΜΑΘΗΜΑΤΩΝ <box>1188 256 1537 272</box>
bazaar-headline: ΤΑ ΕΓΚΑΙΝΙΑ ΤΟΥ «ΜΠΑΖΑΡ» ΤΗΣ Χ.Ε.Ν.Θ. <box>621 1748 947 1763</box>
text-syllogos: Ὁ σύλλογος γονέων καί κηδεμόνων τοῦ Β' Γυμνασίου Ἀρρένων καλεῖ τά μέλη του εἰς γενικήν συνέλευσιν τήν Κυριακήν καί ὥραν 10.30 π.μ. εἰς τήν αἴθουσαν τοῦ σχολείου. <box>612 646 780 698</box>
graduates-photo <box>1170 1250 1554 1477</box>
heading-theatro: Τό «Θέατρον Θεσσαλονίκης» <box>629 510 762 546</box>
memorial-notice: Τελοῦμεν σήμερον 9.30 π.μ. τεσσαρακονθήμερον μνημόσυνον ἐν τῷ ἱερῷ ναῷ τῆς Ἀχειροποιήτου ὑπέρ ἀναπαύσεως τῆς ψυχῆς τῆς προσφιλοῦς μας συζύγου καί μητρός ΕΥΑΓΓΕΛΙΑΣ Γ. ΘΕΟΛΟΓΟΥ. Τά τέκνα. <box>979 39 1157 101</box>
wedding-announcement: Ὁ ΙΩΑΝΝΗΣ ΚΑΡΑΔΑΝΙΔΗΣ τοῦ Ἀντωνίου καί τῆς Ἀγάπης, καί ἡ ΜΑΡΙΑ ΣΤΑΥΡΙΔΟΥ τοῦ Ζαχαρίου, μέλλουν νά ἔλθουν εἰς γάμου κοινωνίαν. <box>210 668 403 710</box>
wedding-announcement: Ὁ ΧΡΗΣΤΟΣ Χ. ΧΡΙΣΤΟΔΟΥΛΟΥ τοῦ Χρήστου καί τῆς Μαρίας, καί ἡ ΜΑΡΙΑ ΖΙΝΑΣΟΠΟΥΛΟΥ τοῦ Βασιλείου, μέλλουν νά ἔλθουν εἰς γάμον. <box>210 853 403 895</box>
wedding-announcement: Ὁ ΚΩΝΣΤΑΝΤΙΝΟΣ ΤΣΙΤΣΙΡΑΣ τοῦ Ἀθανασίου καί τῆς Ἀγλαΐας, καί ἡ ΑΝΑΣΤΑΣΙΑ ΠΥΡΓΙΔΟΥ τοῦ Εὐθυμίου, ἀμφότεροι κάτοικοι Θεσσαλονίκης. <box>210 528 403 570</box>
text-kinimato: Τό Σάββατον καί ὥραν 6 μ.μ. εἰς τήν αἴθουσαν τῆς ΥΜCΑ προβάλλονται ταινίαι μικρῶν μηκῶν. Ἡ εἴσοδος ἐλευθέρα διά τό κοινόν. <box>14 1039 197 1081</box>
gift-body <box>1170 992 1554 1049</box>
heading-agora: Ἡ ἀγορά τοῦ «Ἀνατολία» <box>825 277 934 314</box>
heading-parastaseis: Αἱ παραστάσεις εἰς τό στρατιωτικόν <box>612 412 779 448</box>
funeral-notice: Ἀπεβίωσεν ὁ προσφιλής μας ΖΑΠΠΟΝΙΑΝ ΝΙΚ. ΖΑΝΤΟΠΟΥΛΟΥ ἐτῶν 77. Ἡ κηδεία θά γίνῃ σήμερον 3 μ.μ. ἀπό τοῦ νεκροταφείου. <box>979 802 1157 844</box>
teachers-headline: ΙΣΗΝ ΜΕΤΑΧΕΙΡΙΣΙΝ ΜΕ ΤΟΥΣ ΑΛΛΟΥΣ ΥΠΑΛΛΗΛΟΥΣ ΕΙΣ ΤΟΝ ΥΠΟΛΟΓΙΣΜΟΝ ΤΟΥ ΧΡΟΝΟΥ ΕΡΓΑΣΙΑΣ ΖΗΤΟΥΝ ΟΙ ΔΗΜΟΔΙΔΑΣΚΑΛΟΙ ΤΗΣ ΘΕΣΣΑΛΟΝΙΚΗΣ <box>1189 672 1536 744</box>
economy-headline: Η ΑΜΕΡΙΚΑΝΙΚΗ ΟΙΚΟΝΟΜΙΑ ΚΑΤΑ ΤΟ 1962 ΠΡΟΚΕΙΤΑΙ ΝΑ ΣΗΜΕΙΩΣΗ ΜΕΓΑΛΗΝ ΑΝΟΔΟΝ <box>1170 1061 1554 1114</box>
gift-headline: ΥΠΕΓΡΑΦΗ Η ΑΠΟΦΑΣΙΣ ΤΗΣ ΚΑΤΑΒΟΛΗΣ ΤΟΥ ΔΩΡΟΥ ΕΙΣ ΤΟΥΣ ΣΥΝΤΑΞΙΟΥΧΟΥΣ <box>1180 950 1544 987</box>
photo-figure <box>1269 1290 1318 1349</box>
column-news <box>787 8 973 1733</box>
section-title-ekdoseis: Ἐκδόσεις <box>793 722 966 756</box>
wedding-announcement: Ὁ ΣΕΡΑΦΕΙΜ ΠΑΠΑΚΩΝΣΤΑΝΤΙΝΟΥ τοῦ Κωνσταντίνου, καί ἡ ΕΥΤΥΧΙΑ ΒΟΥΝΟΥΚΗ τοῦ Βασιλείου, γεννηθέντες εἰς Θεσσαλονίκην. <box>210 900 403 942</box>
funeral-notice: Ἀπεβίωσεν ἡ προσφιλής μας σύζυγος καί μήτηρ ΑΠΟΥΛΙΣΑ ΜΙΧΑΛΗ ΜΙΧΑΗΛ. Ἡ κηδεία της θά γίνῃ σήμερον 11.30 π.μ. ἀπό τοῦ ἱεροῦ ναοῦ τοῦ Ἁγίου Δημητρίου. Οἱ τεθλιμμένοι συγγενεῖς. <box>979 688 1157 740</box>
text-ekthesis: Μέ μεγάλην ἐπιτυχίαν συνεχίζεται εἰς τήν αἴθουσαν τῆς «Ἐταιρείας Μακεδονικῶν Σπουδῶν» ἡ ἔκθεσις ἔργων τοῦ ζωγράφου. Ἡ ἔκθεσις θά παραμείνῃ ἀνοικτή μέχρι τῆς 25ης τρέχοντος. <box>416 569 599 620</box>
wedding-announcement: Ὁ ΣΤΕΛΙΟΣ ΚΑΡΔΑΣΗΣ τοῦ Γεωργίου καί τῆς Δέσποινας, καί ἡ ΣΠΟΙΝΑ ΠΑΠΑΔΟΠΟΥΛΟΥ τοῦ Ἀνδρέα καί τῆς Ἀθηνᾶς, μέλλουν νά ἔλθουν εἰς γάμον. <box>210 285 403 327</box>
economy-text-2: ΟΥΑΣΙΓΚΤΩΝ, 9. (ΑΥΠ).— Ἐκτιμᾶται ὅτι τό ἀκαθάριστον ἐθνικόν προϊόν τῶν Ἡνωμένων Πολιτειῶν θά σημειώσῃ σημαντικήν αὔξησιν κατά τό 1962. Οἱ οἰκονομολόγοι προβλέπουν αὔξησιν τῆς βιομηχανικῆς παραγωγῆς καί μείωσιν τῆς ἀνεργίας. <box>1366 1118 1554 1192</box>
economy-body <box>1170 1119 1554 1197</box>
heading-resital: Τό ρεσιτάλ τοῦ κ. Δικαίου <box>804 170 956 206</box>
section-title-mnimosyna: ΜΝΗΜΟΣΥΝΑ <box>1001 16 1136 35</box>
text-stathmos-2: 12.30 Πρωϊνή συναυλία. 13.30 Μουσικόν πρόγραμμα. 14.30 Λαϊκή μουσική. 18.00 Ἑλαφρά μουσική. 19.30 Τραγούδια. 21.00 Θεατρικόν. 22.45 Πρόγραμμα νυκτός. <box>612 241 780 293</box>
newspaper-title: ΜΑΚΕΔΟΝΙΑ <box>1210 14 1514 59</box>
text-kinimato-2: Τό Σάββατον καί ὥραν 6 μ.μ. εἰς τήν αἴθουσαν τῆς ΥΜCΑ προβάλλονται ταινίαι μικρῶν μηκῶν. Ἡ εἴσοδος ἐλευθέρα διά τό κοινόν. <box>14 1085 197 1127</box>
masthead <box>1170 8 1554 65</box>
wedding-announcement: Ὁ ΠΑΝΑΓΙΩΤΗΣ ΚΑΡΑΔΑΝΙΔΗΣ τοῦ Γεωργίου καί τῆς Βασιλικῆς, καί ἡ ΑΝΑΣΤΑΣΙΑ ΚΑΡΑΜΑΝΛΗ τοῦ Χρήστου καί τῆς Μαρίας, γεννηθέντες εἰς Θεσσαλονίκην. <box>210 332 403 374</box>
teachers-article <box>1170 663 1554 791</box>
photo-figure <box>1200 1300 1250 1359</box>
photo-figure <box>1210 319 1269 387</box>
fire-text-2: ΧΑΡΤΦΟΡΝΤ Κοννέκτικατ, 8. Πυρκαϊά ἐξερράγη εἰς τό νοσοκομεῖον τῆς πόλεως, ἡ ὁποία ἐπεκτάθη ταχύτατα. Δεκαπέντε ἄτομα, μεταξύ τῶν ὁποίων νοσηλευόμενοι καί νοσοκόμοι, εὗρον τόν θάνατον. Αἱ αἰτίαι τῆς πυρκαϊᾶς ἐρευνῶνται. <box>1366 871 1554 934</box>
heading-ypotrofiai: Αἱ ὑποτροφίαι τοῦ δήμου <box>26 1142 184 1178</box>
column-weddings <box>204 8 410 2309</box>
heading-engxeira: Μικρά ἐγχείρια νέα <box>795 536 964 555</box>
emblem-icon: ✦ <box>1170 17 1202 56</box>
memorial-notice: Τελοῦμεν σήμερον 9.30 π.μ. ἐν τῷ ἱερῷ ναῷ τοῦ Ἁγίου Νικολάου τετράμηνον μνημόσυνον τῆς ΜΑΡΙΑΣ ΠΑΠΠΑΛΑ. Τά τέκνα. <box>979 390 1157 432</box>
heading-neoi: Νέοι ἐπιστήμονες <box>14 227 166 246</box>
lead-body <box>1170 559 1554 657</box>
wedding-announcement: Ὁ ΓΕΩΡΓΙΟΣ ΚΑΝΤΣΙΔΗΣ τοῦ Κωνσταντίνου καί τῆς Ἑλένης, καί ἡ ΜΑΡΙΑ ΣΤΕΡΓΙΑΝΟΥ τοῦ Παναγιώτου καί τῆς Γαρυφαλλιᾶς, γεννηθεῖσα εἰς Θεσσαλονίκην, μέλλουν νά ἔλθουν εἰς γάμον. <box>210 172 403 234</box>
photo-figure <box>854 1858 912 1927</box>
section-title-dialexeis: ΔΙΑΛΕΞΕΙΣ <box>416 14 599 47</box>
heading-kinimato: Ὁ ἀμερικανικός κινηματογράφος <box>33 1001 177 1037</box>
column-memorials <box>973 8 1164 2309</box>
wedding-announcement: Ὁ ΓΕΩΡΓΙΟΣ ΓΑΡΜΠΗΣ τοῦ Ἰωάννου καί τῆς Χρυσάνθης, καί ἡ ΕΥΓΕΝΙΑ ΠΙΛΑΤΙΔΟΥ τοῦ Θεοδώρου καί τῆς Ἀναστασίας, ἀμφότεροι κάτοικοι Θεσσαλονίκης. <box>210 239 403 281</box>
text-dorea: Ἀντί στεφάνου ἐπί τῷ θανάτῳ τῆς ἀειμνήστου συζύγου καί μητρός, κατέθεσαν διά τό Ἄσυλον Ἀνιάτων δρχ. 200 οἱ ἔγγονοι. — Εἰς μνήμην τοῦ προσφιλοῦς μας πατρός κατετέθησαν δρχ. 100 διά τό Γηροκομεῖον. — Ἀντί στεφάνου ἐπί τῷ θανάτῳ τῆς ἀλησμονήτου ἀδελφῆς κατετέθησαν διά τό ἐν Θεσσαλονίκῃ Νοσοκομεῖον δρχ. 500. — Εἰς μνήμην τοῦ ἀειμνήστου φίλου κατέθεσαν δρχ. 300 διά τό Ὀρφανοτροφεῖον Μελίσσια. <box>14 360 197 474</box>
memorial-notice: Τελοῦμεν σήμερον 9.30 π.μ. ἐν τῷ ἱερῷ ναῷ τοῦ Ἁγίου Βασιλείου μνημόσυνον τοῦ ΑΓΑΠΙΟΥ ΜΟΥΜΤΖΙΔΟΥ. Τά τέκνα. <box>979 529 1157 561</box>
text-ekdoseis: ΑΤΛΑΝΤΙΣ, μηνιαῖον ἐλληνοαμερικανικόν περιοδικόν. Τεῦχος 521 — 522. — «ΗΧΩ ΤΗΣ ΕΛΛΑΔΟΣ», ἑβδομαδιαία ἐφημερίς. — «ΠΑΛΛΑΣ», μηνιαῖον περιοδικόν. — «ΤΑΧΥΔΡΟΜΙΚΟΝ ΒΗΜΑ». — «ΕΛΛΗΝΙΚΑΙ ΕΠΙΣΤΟΛΑΙ». — «ΕΘΝΙΚΗ ΑΓΩΓΗ». — «ΚΑΛΙΦΟΡΝΙΑ». — «ΕΠΑΡΧΙΑΚΑ ΝΕΑ». — «ΚΑΤΙΝΕΣ». — «ΔΑΣΟΣ» Νοέμβριος. — ΕΠΙΘΕΩΡΗΣΙΣ ΤΗΣ ΠΕΡΙΦΕΡΕΙΑΣ. <box>793 762 966 876</box>
section-title-koinonika: ΚΟΙΝΩΝΙΚΑ <box>14 14 169 45</box>
wedding-announcement: Ὁ ΣΤΥΛΙΑΝΟΣ ΓΟΥΤΑΣ τοῦ Βασιλείου καί τῆς Γεωργίας, καί ἡ ΚΥΡΙΑΚΗ ΛΑΖΑΡΙΔΟΥ τοῦ Ἀλεξάνδρου, γεννηθέντες εἰς Θεσσαλονίκην. <box>210 714 403 756</box>
